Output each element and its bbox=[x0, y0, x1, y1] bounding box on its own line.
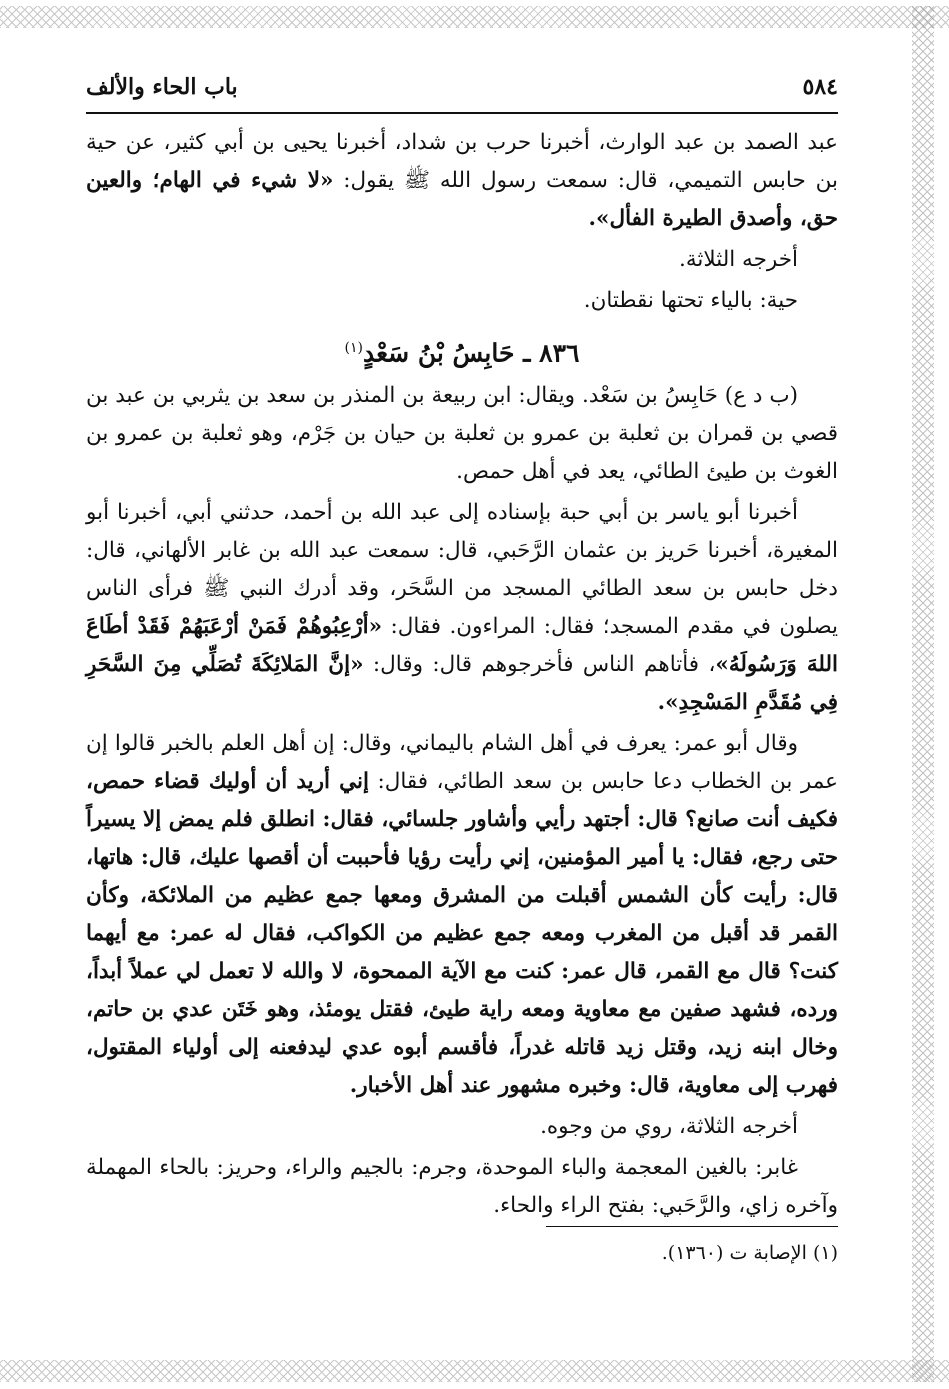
paragraph-text-bold: إني أريد أن أوليك قضاء حمص، فكيف أنت صانع؟ قال: أجتهد رأيي وأشاور جلسائي، فقال: انطلق فلم يمض إلا يسيراً حتى رجع، فقال: يا أمير المؤمنين، إني رأيت رؤيا فأحببت أن أقصها عليك، قال: هاتها، قال: رأيت كأن الشمس أقبلت من المشرق ومعها جمع عظيم من الملائكة، وكأن القمر قد أقبل من المغرب ومعه جمع عظيم من الكواكب، فقال له عمر: مع أيهما كنت؟ قال مع القمر، قال عمر: كنت مع الآية الممحوة، لا والله لا تعمل لي عملاً أبداً، ورده، فشهد صفين مع معاوية ومعه راية طيئ، فقتل يومئذ، وهو خَتَن عدي بن حاتم، وخال ابنه زيد، وقتل زيد قاتله غدراً، فأقسم أبوه عدي ليدفعنه إلى أولياء المقتول، فهرب إلى معاوية، قال: وخبره مشهور عند أهل الأخبار. bbox=[86, 769, 838, 1099]
page-number: ٥٨٤ bbox=[802, 74, 838, 100]
paragraph-text: ، فأتاهم الناس فأخرجوهم قال: وقال: bbox=[363, 652, 716, 678]
page-header bbox=[86, 70, 838, 104]
paragraph-isnad bbox=[86, 494, 838, 722]
paragraph-takhrij: أخرجه الثلاثة. bbox=[679, 247, 798, 272]
paragraph-spelling-note: غابر: بالغين المعجمة والباء الموحدة، وجرم: بالجيم والراء، وحريز: بالحاء المهملة وآخره زاي، والرَّحَبي: بفتح الراء والحاء. bbox=[86, 1155, 838, 1219]
hadith-quote: «لا شيء في الهام؛ والعين حق، وأصدق الطيرة الفأل». bbox=[86, 168, 838, 231]
hadith-quote: «إنَّ المَلائِكَةَ تُصَلِّي مِنَ السَّحَرِ فِي مُقَدَّمِ المَسْجِدِ». bbox=[86, 652, 838, 716]
paragraph-takhrij-2: أخرجه الثلاثة، روي من وجوه. bbox=[540, 1114, 798, 1140]
paragraph-story bbox=[86, 725, 838, 1105]
footnote: (١) الإصابة ت (١٣٦٠). bbox=[661, 1242, 838, 1264]
paragraph-hadith-intro bbox=[86, 124, 838, 238]
chapter-title: باب الحاء والألف bbox=[86, 74, 238, 100]
paragraph-text: أخبرنا أبو ياسر بن أبي حبة بإسناده إلى عبد الله بن أحمد، حدثني أبي، أخبرنا أبو المغيرة، أخبرنا حَريز بن عثمان الرَّحَبي، قال: سمعت عبد الله بن غابر الألهاني، قال: دخل حابس بن سعد الطائي المسجد من السَّحَر، وقد أدرك النبي ﷺ فرأى الناس يصلون في مقدم المسجد؛ فقال: المراءون. فقال: bbox=[86, 500, 838, 640]
entry-heading-text: ٨٣٦ ـ حَابِسُ بْنُ سَعْدٍ bbox=[363, 338, 580, 368]
entry-heading bbox=[86, 326, 838, 375]
body-text bbox=[86, 124, 838, 1225]
footnote-rule bbox=[546, 1226, 838, 1227]
header-rule bbox=[86, 112, 838, 114]
paragraph-lineage: (ب د ع) حَابِسُ بن سَعْد. ويقال: ابن ربيعة بن المنذر بن سعد بن يثربي بن عبد بن قصي بن قمران بن ثعلبة بن عمرو بن ثعلبة بن حيان بن جَرْم، وهو ثعلبة بن عمرو بن الغوث بن طيئ الطائي، يعد في أهل حمص. bbox=[86, 383, 838, 485]
paragraph-text: وقال أبو عمر: يعرف في أهل الشام باليماني، وقال: إن أهل العلم بالخبر قالوا إن عمر بن الخطاب دعا حابس بن سعد الطائي، فقال: bbox=[86, 731, 838, 795]
paragraph-note: حية: بالياء تحتها نقطتان. bbox=[583, 288, 798, 313]
footnote-marker: (١) bbox=[344, 340, 363, 356]
paragraph-text: عبد الصمد بن عبد الوارث، أخبرنا حرب بن شداد، أخبرنا يحيى بن أبي كثير، عن حية بن حابس التميمي، قال: سمعت رسول الله ﷺ يقول: bbox=[86, 130, 838, 193]
hadith-quote: «أرْعِبُوهُمْ فَمَنْ أرْعَبَهُمْ فَقَدْ أطَاعَ اللهَ وَرَسُولَهُ» bbox=[86, 614, 838, 678]
